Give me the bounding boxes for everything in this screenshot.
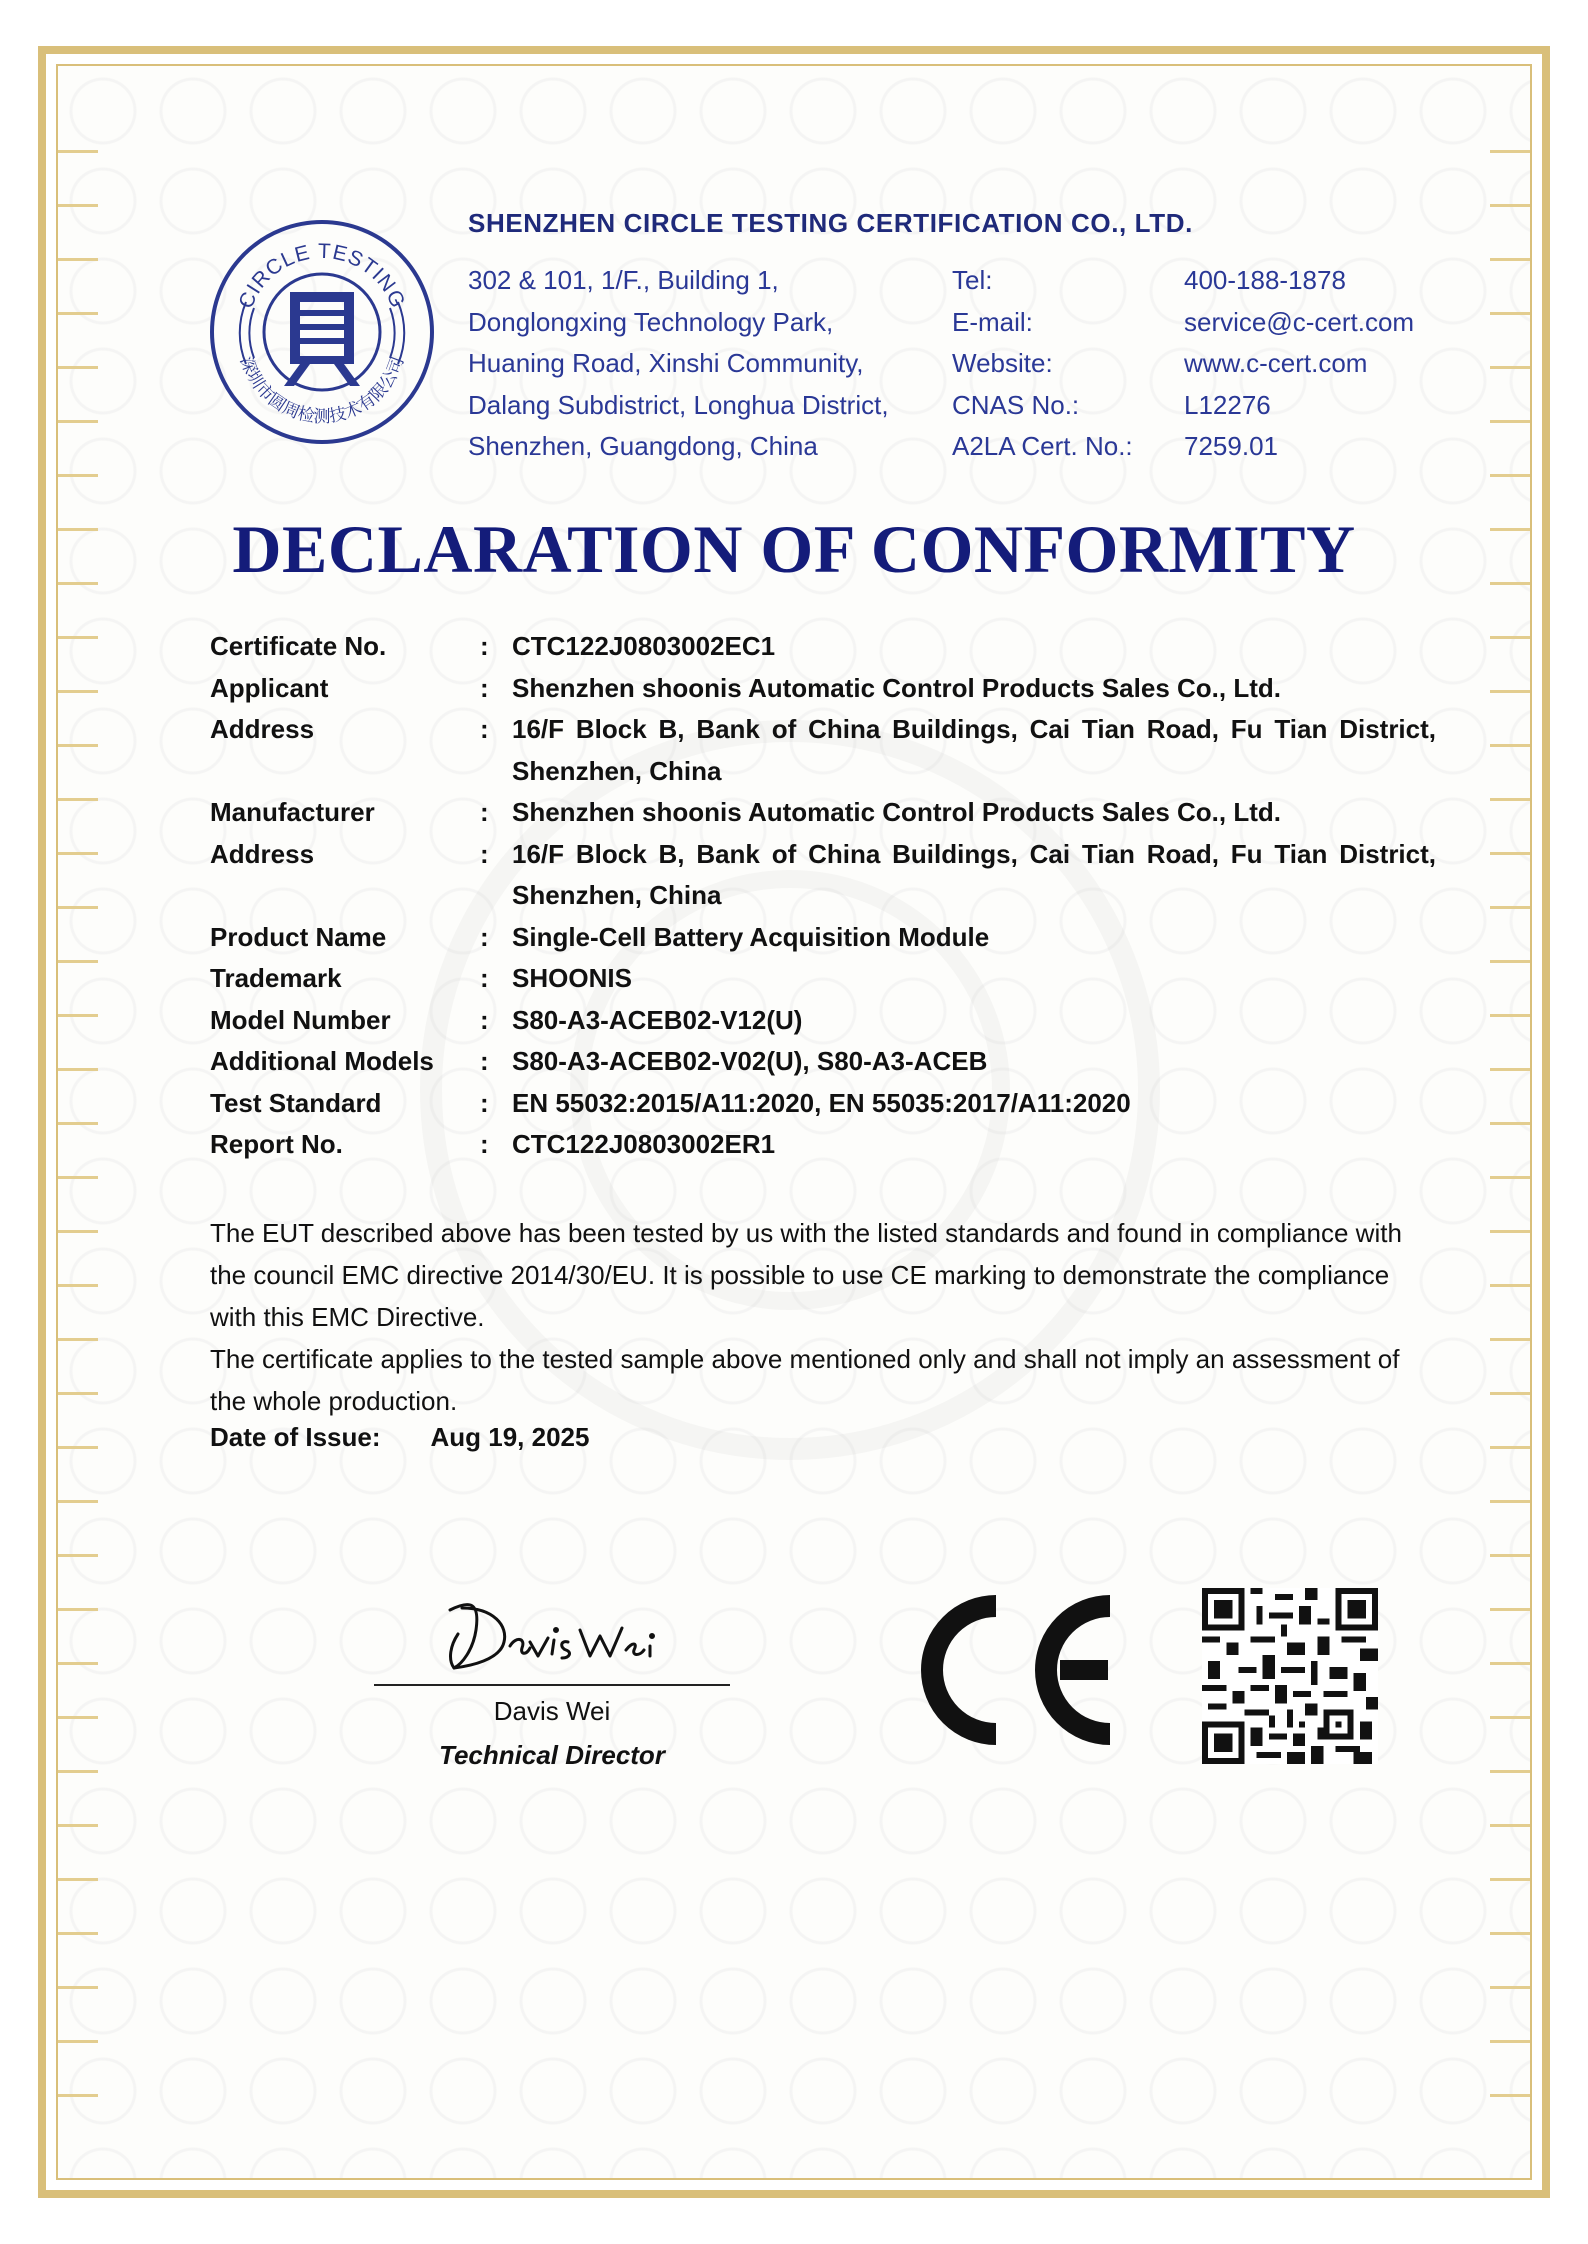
field-row-applicant-address (210, 709, 1440, 792)
statement-compliance: The EUT described above has been tested by us with the listed standards and found in compliance with the council EMC directive 2014/30/EU. It is possible to use CE marking to demonstrate the compliance with this EMC Directive. (210, 1218, 1402, 1332)
field-separator: : (480, 631, 489, 661)
ce-mark-icon (910, 1590, 1130, 1750)
contact-label-tel: Tel: (952, 265, 993, 295)
address-line: 302 & 101, 1/F., Building 1, (468, 265, 779, 295)
signer-title: Technical Director (439, 1740, 665, 1770)
statement-scope: The certificate applies to the tested sample above mentioned only and shall not imply an assessment of the whole production. (210, 1344, 1400, 1416)
field-separator: : (480, 714, 489, 744)
field-label: Certificate No. (210, 631, 387, 661)
address-line: Donglongxing Technology Park, (468, 306, 834, 337)
field-row-certificate-no (210, 626, 1440, 668)
field-row-test-standard (210, 1083, 1440, 1125)
company-seal-logo (208, 218, 436, 446)
handwritten-signature (440, 1590, 670, 1680)
conformity-statement (210, 1212, 1440, 1422)
contact-label-website: Website: (952, 348, 1053, 378)
document-title: DECLARATION OF CONFORMITY (232, 511, 1356, 587)
date-of-issue (210, 1422, 589, 1453)
field-value: 16/F Block B, Bank of China Buildings, Cai Tian Road, Fu Tian District, Shenzhen, China (512, 838, 1436, 910)
field-value: Shenzhen shoonis Automatic Control Products Sales Co., Ltd. (512, 797, 1281, 827)
field-value: Single-Cell Battery Acquisition Module (512, 921, 990, 952)
field-label: Test Standard (210, 1087, 382, 1118)
certificate-fields (210, 626, 1440, 1166)
field-label: Trademark (210, 963, 342, 993)
address-line: Shenzhen, Guangdong, China (468, 431, 818, 461)
field-separator: : (480, 1087, 489, 1118)
address-line: Huaning Road, Xinshi Community, (468, 348, 864, 378)
field-value: Shenzhen shoonis Automatic Control Products Sales Co., Ltd. (512, 672, 1281, 703)
field-row-manufacturer-address (210, 834, 1440, 917)
field-label: Address (210, 714, 315, 744)
field-label: Product Name (210, 921, 387, 952)
field-row-report-no (210, 1124, 1440, 1166)
qr-code-icon (1202, 1588, 1378, 1764)
field-row-model-number (210, 1000, 1440, 1042)
contact-label-email: E-mail: (952, 306, 1033, 337)
issuer-contact-values (1184, 260, 1414, 468)
field-label: Address (210, 838, 315, 869)
field-separator: : (480, 921, 489, 952)
field-separator: : (480, 797, 489, 827)
issuer-company-name: SHENZHEN CIRCLE TESTING CERTIFICATION CO., LTD. (468, 208, 1193, 238)
address-line: Dalang Subdistrict, Longhua District, (468, 389, 889, 420)
field-value: S80-A3-ACEB02-V12(U) (512, 1004, 803, 1035)
field-value: SHOONIS (512, 963, 632, 993)
field-separator: : (480, 1129, 489, 1159)
field-label: Model Number (210, 1004, 391, 1035)
field-separator: : (480, 838, 489, 869)
field-label: Manufacturer (210, 797, 375, 827)
field-row-additional-models (210, 1041, 1440, 1083)
field-value: CTC122J0803002ER1 (512, 1129, 776, 1159)
contact-value-tel: 400-188-1878 (1184, 265, 1346, 295)
issuer-contact-labels (952, 260, 1133, 468)
contact-value-website: www.c-cert.com (1184, 348, 1368, 378)
left-border-ornament (58, 120, 98, 2100)
field-row-applicant (210, 668, 1440, 710)
field-label: Additional Models (210, 1046, 434, 1076)
field-separator: : (480, 963, 489, 993)
field-value: CTC122J0803002EC1 (512, 631, 776, 661)
issue-date-value: Aug 19, 2025 (430, 1422, 590, 1452)
issue-date-label: Date of Issue: (210, 1422, 381, 1452)
seal-subtext: 深圳市圆周检测技术有限公司 (235, 353, 409, 427)
contact-value-email: service@c-cert.com (1184, 306, 1415, 337)
contact-value-a2la: 7259.01 (1184, 431, 1278, 461)
field-separator: : (480, 1004, 489, 1035)
right-border-ornament (1490, 120, 1530, 2100)
contact-label-cnas: CNAS No.: (952, 389, 1080, 420)
signature-line (374, 1684, 730, 1686)
field-value: EN 55032:2015/A11:2020, EN 55035:2017/A11:2020 (512, 1087, 1131, 1118)
field-separator: : (480, 1046, 489, 1076)
field-label: Report No. (210, 1129, 343, 1159)
contact-value-cnas: L12276 (1184, 389, 1271, 420)
contact-label-a2la: A2LA Cert. No.: (952, 431, 1133, 461)
field-row-product-name (210, 917, 1440, 959)
issuer-address (468, 260, 889, 468)
seal-text: CIRCLE TESTING (234, 239, 410, 312)
field-value: 16/F Block B, Bank of China Buildings, Cai Tian Road, Fu Tian District, Shenzhen, China (512, 714, 1436, 786)
field-label: Applicant (210, 672, 329, 703)
field-row-trademark (210, 958, 1440, 1000)
field-separator: : (480, 672, 489, 703)
signer-name: Davis Wei (493, 1696, 611, 1726)
field-row-manufacturer (210, 792, 1440, 834)
field-value: S80-A3-ACEB02-V02(U), S80-A3-ACEB (512, 1046, 988, 1076)
